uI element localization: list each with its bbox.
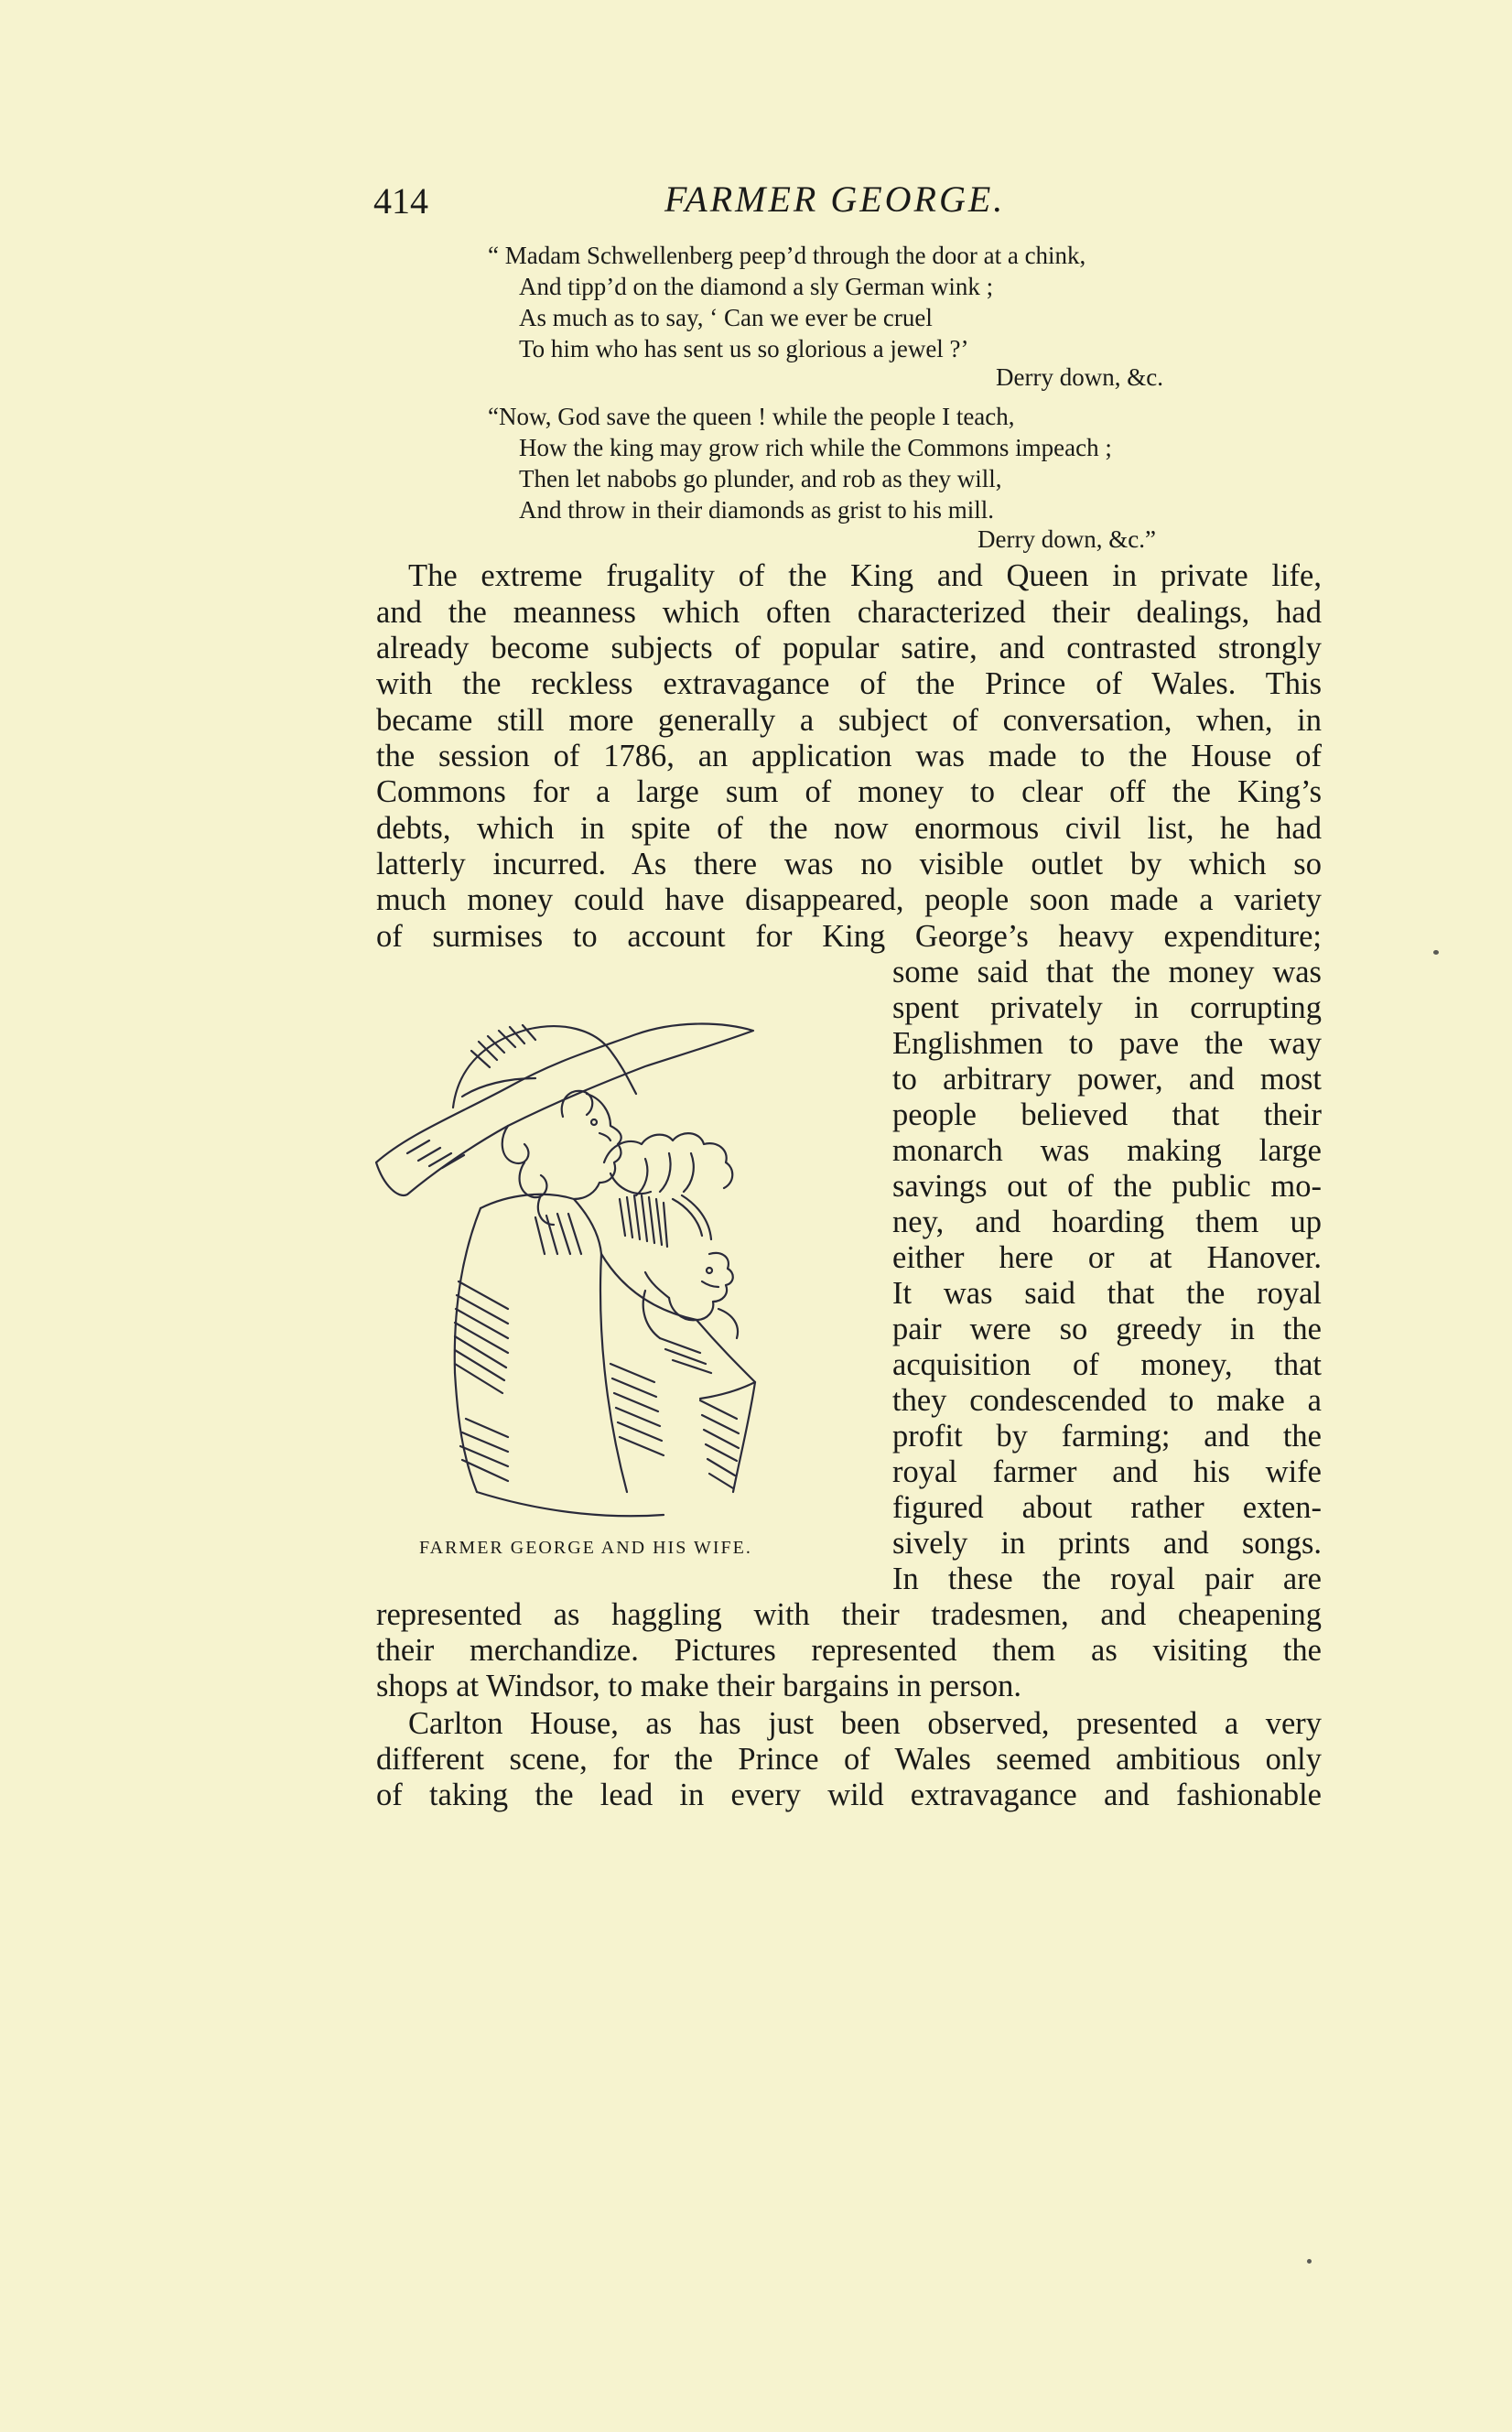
- scan-speck: [1307, 2259, 1312, 2264]
- paragraph-line: of surmises to account for King George’s heavy expenditure;: [376, 919, 1322, 954]
- paragraph-line: some said that the money was: [892, 955, 1322, 989]
- verse-line: As much as to say, ‘ Can we ever be cruel: [519, 304, 933, 331]
- verse-refrain: Derry down, &c.”: [977, 525, 1156, 553]
- paragraph-line: the session of 1786, an application was made to the House of: [376, 739, 1322, 773]
- farmer-george-illustration: [371, 979, 865, 1529]
- king-collar: [481, 1194, 601, 1254]
- paragraph-line: monarch was making large: [892, 1133, 1322, 1168]
- verse-line: How the king may grow rich while the Commons impeach ;: [519, 434, 1112, 461]
- running-title: FARMER GEORGE.: [664, 178, 1006, 220]
- paragraph-line: Englishmen to pave the way: [892, 1026, 1322, 1061]
- verse-line: “ Madam Schwellenberg peep’d through the door at a chink,: [488, 242, 1086, 269]
- paragraph-line: and the meanness which often characterized their dealings, had: [376, 595, 1322, 630]
- paragraph-line: In these the royal pair are: [892, 1562, 1322, 1596]
- queen-gown: [697, 1320, 755, 1399]
- verse-line: And throw in their diamonds as grist to his mill.: [519, 496, 994, 524]
- scan-speck: [1433, 950, 1439, 955]
- paragraph-line: Carlton House, as has just been observed, presented a very: [408, 1706, 1322, 1741]
- paragraph-line: already become subjects of popular satire, and contrasted strongly: [376, 631, 1322, 665]
- paragraph-line: savings out of the public mo-: [892, 1169, 1322, 1204]
- paragraph-line: acquisition of money, that: [892, 1347, 1322, 1382]
- paragraph-line: much money could have disappeared, people soon made a variety: [376, 882, 1322, 917]
- verse-line: And tipp’d on the diamond a sly German wink ;: [519, 273, 994, 300]
- paragraph-line: The extreme frugality of the King and Queen in private life,: [408, 558, 1322, 593]
- paragraph-line: either here or at Hanover.: [892, 1240, 1322, 1275]
- paragraph-line: their merchandize. Pictures represented them as visiting the: [376, 1633, 1322, 1668]
- hat-brim: [376, 1024, 753, 1195]
- verse-refrain: Derry down, &c.: [996, 363, 1163, 391]
- paragraph-line: Commons for a large sum of money to clear off the King’s: [376, 774, 1322, 809]
- paragraph-line: figured about rather exten-: [892, 1490, 1322, 1525]
- paragraph-line: spent privately in corrupting: [892, 990, 1322, 1025]
- paragraph-line: pair were so greedy in the: [892, 1312, 1322, 1346]
- paragraph-line: became still more generally a subject of conversation, when, in: [376, 703, 1322, 738]
- paragraph-line: ney, and hoarding them up: [892, 1205, 1322, 1239]
- wig: [502, 1126, 554, 1225]
- paragraph-line: they condescended to make a: [892, 1383, 1322, 1418]
- hat-crown: [453, 1026, 636, 1108]
- illustration-caption: FARMER GEORGE AND HIS WIFE.: [419, 1538, 752, 1558]
- verse-line: Then let nabobs go plunder, and rob as they will,: [519, 465, 1002, 492]
- paragraph-line: sively in prints and songs.: [892, 1526, 1322, 1561]
- verse-line: To him who has sent us so glorious a jewel ?’: [519, 335, 969, 362]
- paragraph-line: people believed that their: [892, 1097, 1322, 1132]
- paragraph-line: represented as haggling with their tradesmen, and cheapening: [376, 1597, 1322, 1632]
- paragraph-line: different scene, for the Prince of Wales seemed ambitious only: [376, 1742, 1322, 1777]
- paragraph-line: shops at Windsor, to make their bargains in person.: [376, 1669, 1022, 1703]
- page-number: 414: [373, 180, 428, 222]
- paragraph-line: It was said that the royal: [892, 1276, 1322, 1311]
- paragraph-line: debts, which in spite of the now enormous civil list, he had: [376, 811, 1322, 846]
- verse-line: “Now, God save the queen ! while the people I teach,: [488, 403, 1015, 430]
- paragraph-line: latterly incurred. As there was no visible outlet by which so: [376, 847, 1322, 881]
- paragraph-line: profit by farming; and the: [892, 1419, 1322, 1454]
- paragraph-line: with the reckless extravagance of the Prince of Wales. This: [376, 666, 1322, 701]
- paragraph-line: of taking the lead in every wild extravagance and fashionable: [376, 1778, 1322, 1812]
- paragraph-line: royal farmer and his wife: [892, 1454, 1322, 1489]
- paragraph-line: to arbitrary power, and most: [892, 1062, 1322, 1097]
